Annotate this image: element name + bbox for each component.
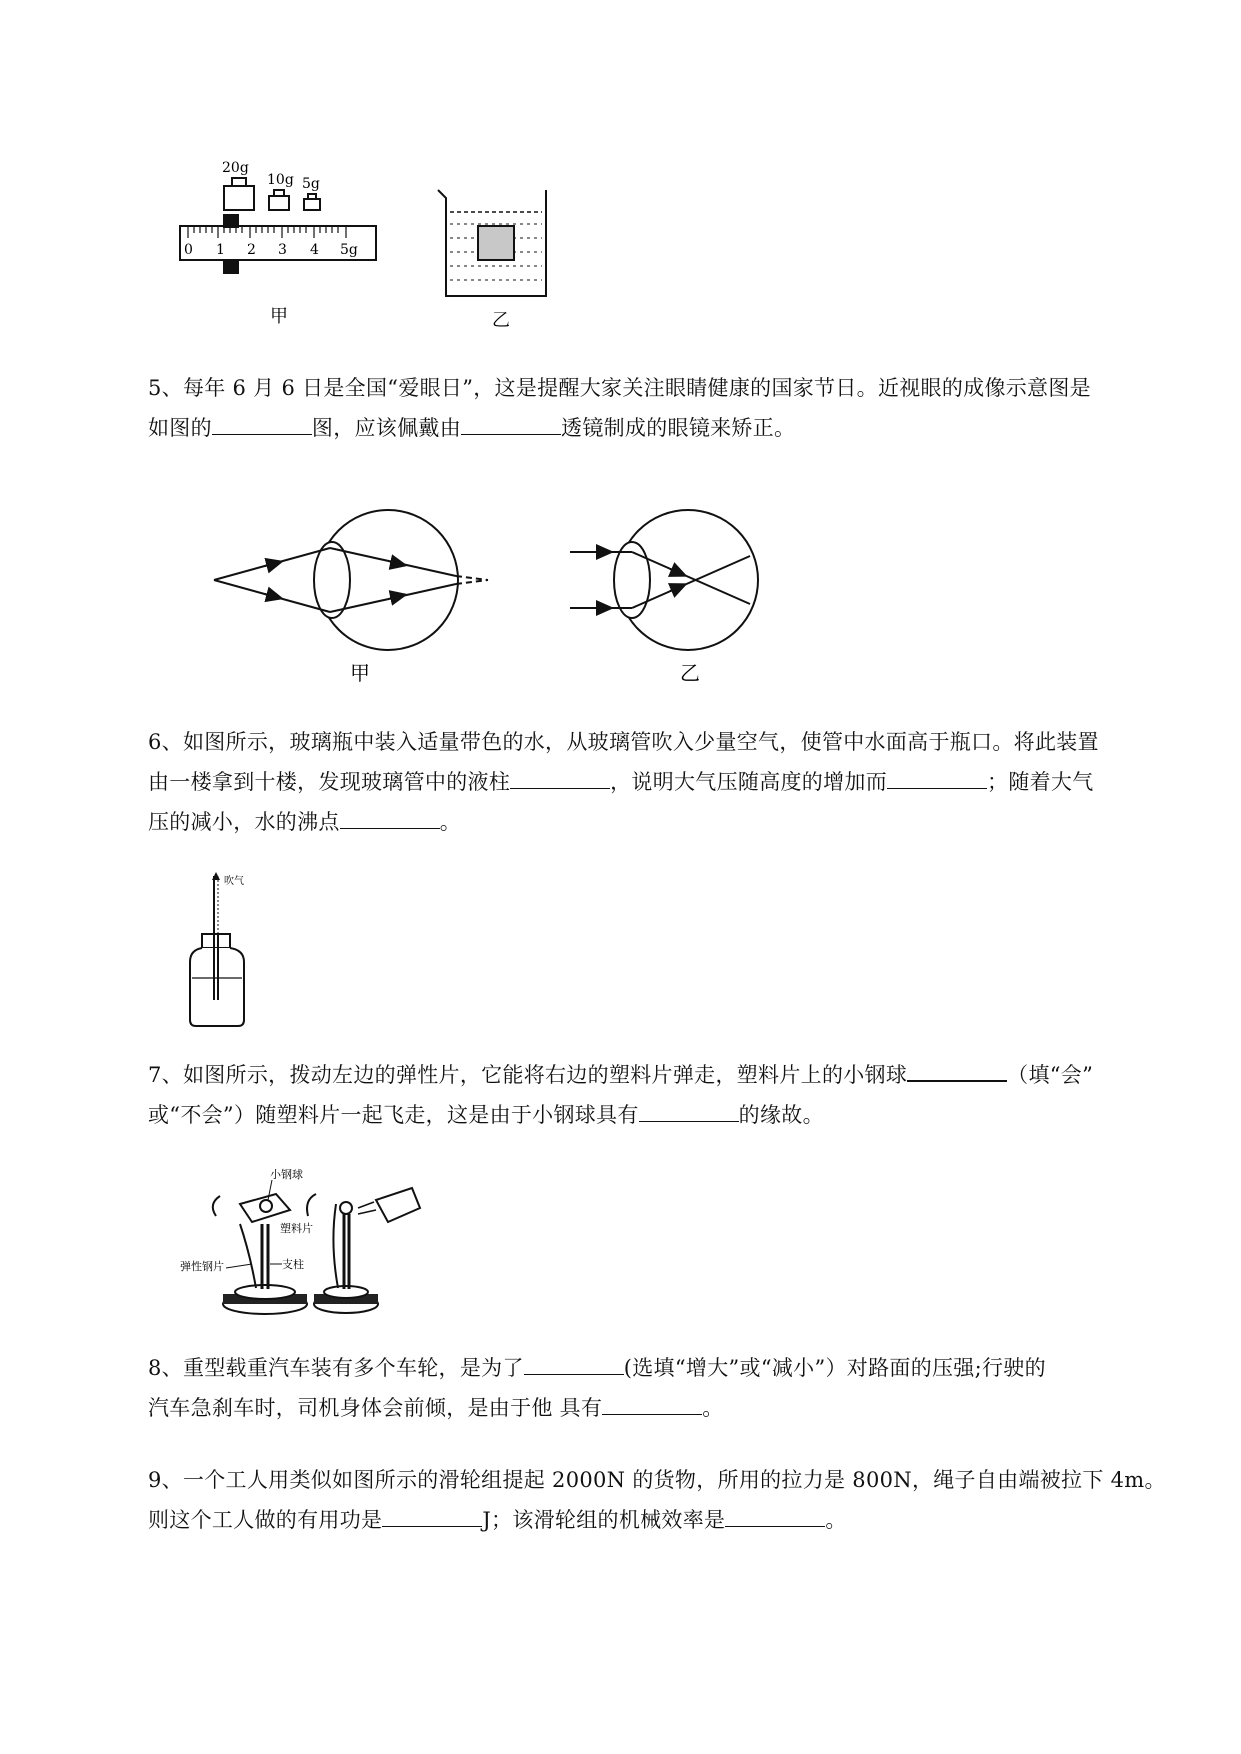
q9-line-2: 则这个工人做的有用功是 J；该滑轮组的机械效率是 。 [148,1500,1168,1540]
ruler [180,214,376,274]
bottle-figure [180,870,290,1035]
question-5 [148,368,1168,448]
label-spring-steel: 弹性钢片 [180,1260,224,1273]
q9-line-1: 9、一个工人用类似如图所示的滑轮组提起 2000N 的货物，所用的拉力是 800N，绳子自由端被拉下 4m。 [148,1468,1166,1492]
svg-text:3: 3 [278,242,287,258]
svg-text:2: 2 [247,242,256,258]
answer-blank[interactable] [524,1352,624,1375]
svg-text:5g: 5g [302,176,320,192]
q6-line-3: 压的减小，水的沸点 。 [148,802,1168,842]
svg-text:1: 1 [216,242,225,258]
question-8 [148,1348,1168,1428]
eye-jia [214,510,488,650]
svg-text:5g: 5g [340,242,358,258]
answer-blank[interactable] [340,806,440,829]
svg-text:4: 4 [310,242,319,258]
spring-figure [180,1164,440,1324]
q6-line-1: 6、如图所示，玻璃瓶中装入适量带色的水，从玻璃管吹入少量空气，使管中水面高于瓶口。将此装置 [148,730,1099,754]
question-6 [148,722,1168,842]
svg-text:10g: 10g [267,172,294,188]
question-7 [148,1055,1168,1135]
question-9 [148,1460,1168,1540]
answer-blank[interactable] [382,1504,482,1527]
answer-blank[interactable] [461,412,561,435]
eye-yi [570,510,758,650]
answer-blank[interactable] [510,766,610,789]
apparatus-left [180,1167,313,1314]
label-steel-ball: 小钢球 [270,1168,303,1181]
answer-blank[interactable] [602,1392,702,1415]
figure-label-yi: 乙 [680,661,700,685]
weight-5g [302,176,320,210]
svg-text:0: 0 [184,242,193,258]
scale-figure [170,150,570,340]
q8-line-2: 汽车急刹车时，司机身体会前倾，是由于他 具有 。 [148,1388,1168,1428]
weight-10g [267,172,294,210]
blow-label: 吹气 [224,876,244,887]
answer-blank[interactable] [725,1504,825,1527]
q7-line-1: 7、如图所示，拨动左边的弹性片，它能将右边的塑料片弹走，塑料片上的小钢球 （填“会” [148,1055,1168,1095]
label-pillar: 支柱 [282,1258,304,1271]
answer-blank[interactable] [907,1058,1007,1082]
figure-label-yi: 乙 [492,310,510,331]
q5-line-1: 5、每年 6 月 6 日是全国“爱眼日”，这是提醒大家关注眼睛健康的国家节日。近视眼的成像示意图是 [148,376,1091,400]
eye-figure [210,508,840,690]
weight-20g [222,160,254,210]
svg-text:20g: 20g [222,160,249,176]
q8-line-1: 8、重型载重汽车装有多个车轮，是为了 (选填“增大”或“减小”）对路面的压强;行驶的 [148,1348,1168,1388]
answer-blank[interactable] [212,412,312,435]
q7-line-2: 或“不会”）随塑料片一起飞走，这是由于小钢球具有 的缘故。 [148,1095,1168,1135]
q5-line-2: 如图的 图，应该佩戴由 透镜制成的眼镜来矫正。 [148,408,1168,448]
figure-label-jia: 甲 [350,661,370,685]
figure-label-jia: 甲 [270,306,288,327]
label-plastic-sheet: 塑料片 [280,1222,313,1235]
beaker [438,190,546,296]
answer-blank[interactable] [639,1099,739,1122]
q6-line-2: 由一楼拿到十楼，发现玻璃管中的液柱 ，说明大气压随高度的增加而 ；随着大气 [148,762,1168,802]
apparatus-right [307,1188,420,1313]
answer-blank[interactable] [887,766,987,789]
